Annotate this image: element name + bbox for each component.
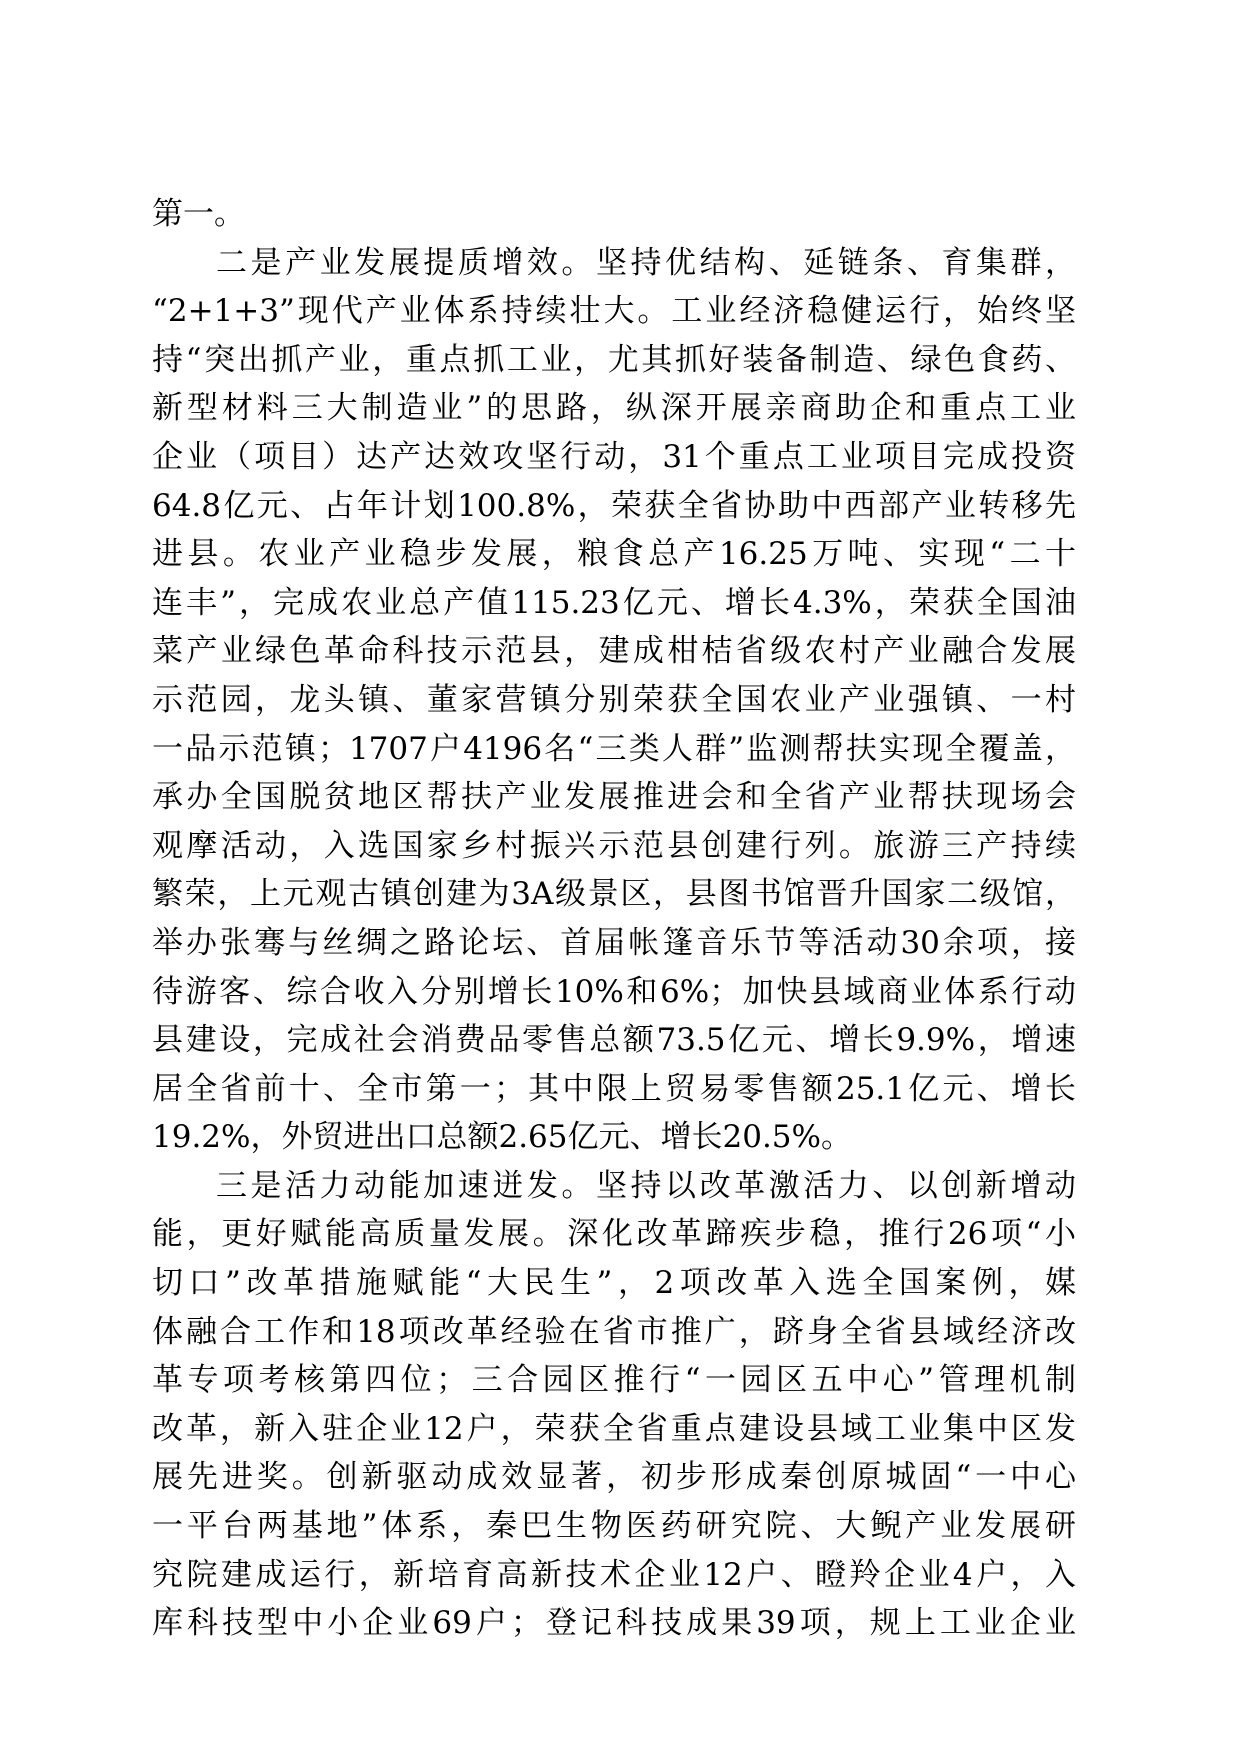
text-line: 体融合工作和18项改革经验在省市推广，跻身全省县域经济改: [152, 1313, 1076, 1350]
text-line: 展先进奖。创新驱动成效显著，初步形成秦创原城固“一中心: [152, 1459, 1076, 1496]
text-line: 持“突出抓产业，重点抓工业，尤其抓好装备制造、绿色食药、: [152, 341, 1076, 378]
text-line: 革专项考核第四位；三合园区推行“一园区五中心”管理机制: [152, 1362, 1076, 1399]
text-line: 64.8亿元、占年计划100.8%，荣获全省协助中西部产业转移先: [152, 487, 1076, 524]
text-line: 企业（项目）达产达效攻坚行动，31个重点工业项目完成投资: [152, 438, 1076, 475]
text-line: 库科技型中小企业69户；登记科技成果39项，规上工业企业: [152, 1605, 1076, 1642]
paragraph-start-line: 三是活力动能加速迸发。坚持以改革激活力、以创新增动: [216, 1167, 1076, 1204]
text-line: 新型材料三大制造业”的思路，纵深开展亲商助企和重点工业: [152, 390, 1076, 427]
text-line: “2+1+3”现代产业体系持续壮大。工业经济稳健运行，始终坚: [152, 293, 1076, 330]
text-line: 繁荣，上元观古镇创建为3A级景区，县图书馆晋升国家二级馆，: [152, 876, 1076, 913]
text-line: 待游客、综合收入分别增长10%和6%；加快县域商业体系行动: [152, 973, 1076, 1010]
text-line: 一品示范镇；1707户4196名“三类人群”监测帮扶实现全覆盖，: [152, 730, 1076, 767]
document-body: [152, 190, 1076, 1648]
text-line: 进县。农业产业稳步发展，粮食总产16.25万吨、实现“二十: [152, 536, 1076, 573]
text-line: 居全省前十、全市第一；其中限上贸易零售额25.1亿元、增长: [152, 1070, 1076, 1107]
text-line: 观摩活动，入选国家乡村振兴示范县创建行列。旅游三产持续: [152, 827, 1076, 864]
text-line: 能，更好赋能高质量发展。深化改革蹄疾步稳，推行26项“小: [152, 1216, 1076, 1253]
text-line: 改革，新入驻企业12户，荣获全省重点建设县域工业集中区发: [152, 1410, 1076, 1447]
text-line: 连丰”，完成农业总产值115.23亿元、增长4.3%，荣获全国油: [152, 584, 1076, 621]
text-line: 县建设，完成社会消费品零售总额73.5亿元、增长9.9%，增速: [152, 1022, 1076, 1059]
paragraph-end-line: 19.2%，外贸进出口总额2.65亿元、增长20.5%。: [152, 1119, 852, 1156]
text-line: 一平台两基地”体系，秦巴生物医药研究院、大鲵产业发展研: [152, 1508, 1076, 1545]
text-line: 示范园，龙头镇、董家营镇分别荣获全国农业产业强镇、一村: [152, 681, 1076, 718]
text-line: 举办张骞与丝绸之路论坛、首届帐篷音乐节等活动30余项，接: [152, 924, 1076, 961]
text-line: 究院建成运行，新培育高新技术企业12户、瞪羚企业4户，入: [152, 1556, 1076, 1593]
text-line: 第一。: [152, 196, 245, 232]
text-line: 切口”改革措施赋能“大民生”，2项改革入选全国案例，媒: [152, 1265, 1076, 1302]
text-line: 承办全国脱贫地区帮扶产业发展推进会和全省产业帮扶现场会: [152, 779, 1076, 816]
paragraph-start-line: 二是产业发展提质增效。坚持优结构、延链条、育集群，: [216, 244, 1076, 281]
text-line: 菜产业绿色革命科技示范县，建成柑桔省级农村产业融合发展: [152, 633, 1076, 670]
